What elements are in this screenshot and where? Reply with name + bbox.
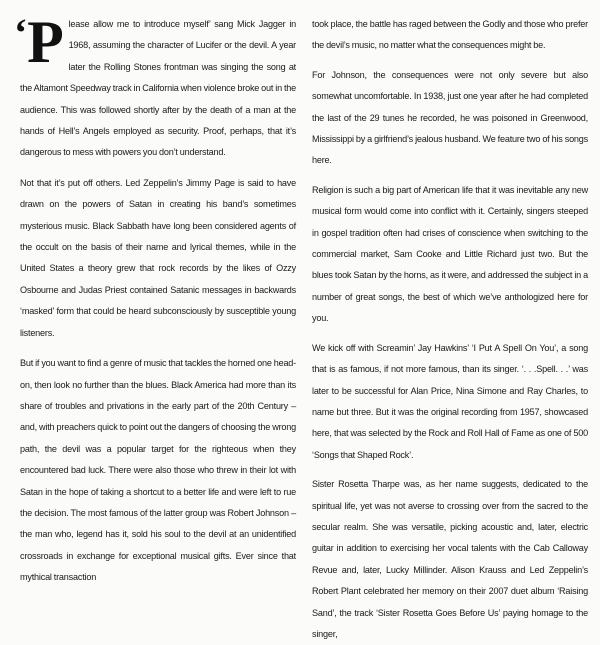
paragraph-intro-text: lease allow me to introduce myself’ sang Mick Jagger in 1968, assuming the character of Lucifer or the devil. A year later the Rolling Stones frontman was singing the song at the Altamont Speedway track in California when violence broke out in the audience. This was followed shortly after by the death of a man at the hands of Hell’s Angels employed as security. Proof, perhaps, that it’s dangerous to mess with powers you don’t understand. [20, 19, 296, 158]
paragraph-tharpe: Sister Rosetta Tharpe was, as her name suggests, dedicated to the spiritual life, yet was not averse to crossing over from the sacred to the secular realm. She was versatile, picking acoustic and, later, electric guitar in addition to exercising her vocal talents with the Cab Calloway Revue and, later, Lucky Millinder. Alison Krauss and Led Zeppelin’s Robert Plant celebrated her memory on their 2007 duet album ‘Raising Sand’, the track ‘Sister Rosetta Goes Before Us’ paying homage to the singer, [312, 479, 588, 639]
right-column [312, 14, 588, 639]
paragraph-johnson: For Johnson, the consequences were not only severe but also somewhat uncomfortable. In 1938, just one year after he had completed the last of the 29 tunes he recorded, he was poisoned in Greenwood, Mississippi by a girlfriend’s jealous husband. We feature two of his songs here. [312, 69, 588, 166]
paragraph-hawkins: We kick off with Screamin’ Jay Hawkins’ ‘I Put A Spell On You’, a song that is as famous, if not more famous, than its singer. ‘. . .Spell. . .’ was later to be successful for Alan Price, Nina Simone and Ray Charles, to name but three. But it was the original recording from 1957, showcased here, that was selected by the Rock and Roll Hall of Fame as one of 500 ‘Songs that Shaped Rock’. [312, 342, 588, 460]
paragraph-occult: Not that it’s put off others. Led Zeppelin’s Jimmy Page is said to have drawn on the powers of Satan in creating his band’s sometimes mysterious music. Black Sabbath have long been considered agents of the occult on the basis of their name and lyrical themes, while in the United States a theory grew that rock records by the likes of Ozzy Osbourne and Judas Priest contained Satanic messages in backwards ‘masked’ form that could be heard subconsciously by susceptible young listeners. [20, 177, 296, 338]
drop-cap-letter: P [27, 9, 64, 75]
paragraph-blues: But if you want to find a genre of music that tackles the horned one head-on, then look no further than the blues. Black America had more than its share of troubles and privations in the early part of the 20th Century – and, with preachers quick to point out the dangers of choosing the wrong path, the devil was a popular target for the righteous when they encountered bad luck. There were also those who threw in their lot with Satan in the hope of taking a shortcut to a better life and were left to rue the decision. The most famous of the latter group was Robert Johnson – the man who, legend has it, sold his soul to the devil at an unidentified crossroads in exchange for exceptional musical gifts. Ever since that mythical transaction [20, 358, 296, 583]
paragraph-battle: took place, the battle has raged between the Godly and those who prefer the devil’s music, no matter what the consequences might be. [312, 19, 588, 51]
drop-cap-quote: ‘ [14, 10, 28, 55]
paragraph-religion: Religion is such a big part of American life that it was inevitable any new musical form would come into conflict with it. Certainly, singers steeped in gospel tradition often had crises of conscience when switching to the commercial market, Sam Cooke and Little Richard just two. But the blues took Satan by the horns, as it were, and addressed the subject in a number of great songs, the best of which we’ve anthologized here for you. [312, 184, 588, 324]
paragraph-intro [14, 9, 296, 164]
drop-cap [14, 9, 64, 75]
left-column [14, 9, 296, 591]
